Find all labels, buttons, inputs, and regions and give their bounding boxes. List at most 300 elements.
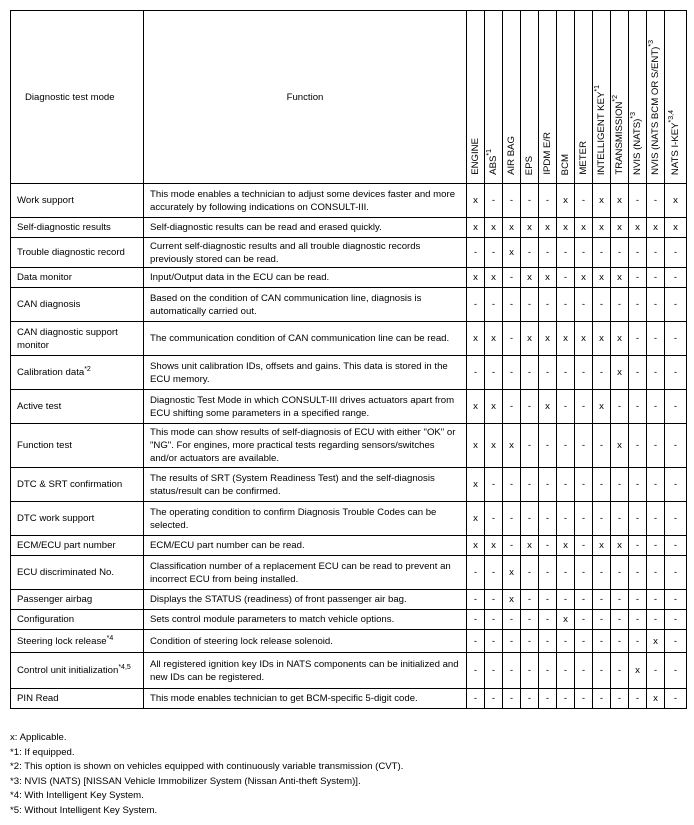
applicability-cell: - [593,689,611,709]
applicability-cell: - [485,288,503,322]
applicability-cell: - [539,238,557,268]
applicability-cell: x [557,610,575,630]
applicability-cell: - [521,653,539,689]
applicability-cell: x [503,218,521,238]
mode-text: ECU discriminated No. [17,567,115,578]
footnote-line: *1: If equipped. [10,746,75,758]
applicability-cell: - [593,630,611,653]
applicability-cell: - [629,610,647,630]
mode-cell [11,268,144,288]
applicability-cell: x [467,502,485,536]
system-column-header [503,11,521,184]
applicability-cell: - [611,556,629,590]
applicability-cell: - [575,238,593,268]
table-row [11,556,687,590]
applicability-cell: - [665,590,687,610]
mode-text: Active test [17,401,62,412]
applicability-cell: - [647,502,665,536]
system-column-label [667,109,682,175]
applicability-cell: x [575,268,593,288]
system-label-text: ENGINE [469,138,481,175]
system-column-header [665,11,687,184]
applicability-cell: - [575,630,593,653]
applicability-cell: - [485,630,503,653]
system-column-header [593,11,611,184]
applicability-cell: x [611,218,629,238]
applicability-cell: - [575,468,593,502]
applicability-cell: x [503,556,521,590]
applicability-cell: - [503,536,521,556]
table-row [11,468,687,502]
applicability-cell: - [611,502,629,536]
applicability-cell: - [575,288,593,322]
applicability-cell: x [611,424,629,468]
footnote-line: *3: NVIS (NATS) [NISSAN Vehicle Immobilizer System (Nissan Anti-theft System)]. [10,775,361,787]
applicability-cell: - [593,288,611,322]
applicability-cell: - [647,468,665,502]
applicability-cell: - [593,468,611,502]
system-column-label [578,141,590,175]
mode-cell [11,630,144,653]
applicability-cell: - [629,630,647,653]
system-column-header [539,11,557,184]
mode-text: DTC & SRT confirmation [17,479,123,490]
applicability-cell: - [557,630,575,653]
applicability-cell: - [593,653,611,689]
mode-text: Trouble diagnostic record [17,247,125,258]
applicability-cell: - [521,468,539,502]
system-column-header [521,11,539,184]
applicability-cell: x [521,268,539,288]
applicability-cell: x [557,536,575,556]
applicability-cell: - [575,356,593,390]
mode-cell [11,556,144,590]
system-column-label [485,149,500,175]
applicability-cell: - [503,610,521,630]
applicability-cell: x [647,218,665,238]
applicability-cell: - [557,468,575,502]
table-row [11,502,687,536]
applicability-cell: - [593,502,611,536]
applicability-cell: - [503,653,521,689]
applicability-cell: - [539,424,557,468]
applicability-cell: x [665,218,687,238]
applicability-cell: - [629,590,647,610]
applicability-cell: - [539,610,557,630]
applicability-cell: - [467,610,485,630]
applicability-cell: - [611,390,629,424]
function-cell: Classification number of a replacement ECU can be read to prevent an incorrect ECU from being installed. [144,556,467,590]
function-cell: This mode enables technician to get BCM-specific 5-digit code. [144,689,467,709]
mode-text: Work support [17,195,74,206]
applicability-cell: - [629,322,647,356]
applicability-cell: x [539,390,557,424]
applicability-cell: x [539,268,557,288]
applicability-cell: - [575,610,593,630]
function-cell: Displays the STATUS (readiness) of front passenger air bag. [144,590,467,610]
applicability-cell: - [665,268,687,288]
applicability-cell: x [647,630,665,653]
applicability-cell: - [611,653,629,689]
applicability-cell: - [521,238,539,268]
applicability-cell: - [647,356,665,390]
applicability-cell: - [665,288,687,322]
applicability-cell: - [539,502,557,536]
table-row [11,653,687,689]
applicability-cell: - [557,689,575,709]
footnote-line: x: Applicable. [10,732,67,743]
applicability-cell: - [665,610,687,630]
applicability-cell: x [467,424,485,468]
applicability-cell: - [503,322,521,356]
system-column-header [629,11,647,184]
applicability-cell: - [539,556,557,590]
applicability-cell: - [647,238,665,268]
function-cell: All registered ignition key IDs in NATS components can be initialized and new IDs can be registered. [144,653,467,689]
function-cell: Shows unit calibration IDs, offsets and gains. This data is stored in the ECU memory. [144,356,467,390]
applicability-cell: - [629,424,647,468]
applicability-cell: - [647,184,665,218]
mode-cell [11,536,144,556]
applicability-cell: x [611,268,629,288]
applicability-cell: - [629,502,647,536]
applicability-cell: - [467,590,485,610]
applicability-cell: - [647,556,665,590]
applicability-cell: - [593,424,611,468]
applicability-cell: - [611,590,629,610]
applicability-cell: x [467,184,485,218]
table-row [11,630,687,653]
system-label-text: EPS [523,155,535,175]
applicability-cell: - [557,288,575,322]
applicability-cell: x [629,218,647,238]
table-row [11,356,687,390]
applicability-cell: - [647,390,665,424]
applicability-cell: - [557,653,575,689]
applicability-cell: - [539,536,557,556]
function-cell: ECM/ECU part number can be read. [144,536,467,556]
applicability-cell: - [665,689,687,709]
applicability-cell: - [557,268,575,288]
applicability-cell: - [485,184,503,218]
applicability-cell: - [629,288,647,322]
applicability-cell: - [575,424,593,468]
system-column-label [647,40,662,175]
diagnostic-mode-table [10,10,687,709]
applicability-cell: - [485,238,503,268]
applicability-cell: - [539,468,557,502]
applicability-cell: - [593,556,611,590]
mode-cell [11,288,144,322]
applicability-cell: x [467,390,485,424]
applicability-cell: - [539,288,557,322]
applicability-cell: x [611,536,629,556]
applicability-cell: x [467,268,485,288]
applicability-cell: x [467,536,485,556]
applicability-cell: x [485,424,503,468]
applicability-cell: - [575,184,593,218]
applicability-cell: x [467,468,485,502]
applicability-cell: x [665,184,687,218]
system-column-header [647,11,665,184]
mode-text: Control unit initialization [17,665,119,676]
system-column-label [611,95,626,175]
applicability-cell: - [521,590,539,610]
applicability-cell: - [503,689,521,709]
mode-cell [11,184,144,218]
applicability-cell: - [521,556,539,590]
applicability-cell: - [611,610,629,630]
applicability-cell: - [629,556,647,590]
applicability-cell: - [485,468,503,502]
applicability-cell: - [593,356,611,390]
table-row [11,322,687,356]
footnote-line: *4: With Intelligent Key System. [10,790,144,802]
system-label-footnote: *1 [593,84,601,92]
applicability-cell: x [539,218,557,238]
system-column-label [593,84,608,175]
applicability-cell: - [665,238,687,268]
applicability-cell: - [575,590,593,610]
applicability-cell: - [521,610,539,630]
function-cell: Current self-diagnostic results and all trouble diagnostic records previously stored can be read. [144,238,467,268]
applicability-cell: x [467,322,485,356]
applicability-cell: - [665,468,687,502]
mode-footnote: *4 [106,634,114,642]
applicability-cell: x [593,322,611,356]
function-cell: This mode can show results of self-diagnosis of ECU with either "OK" or "NG". For engines, more practical tests regarding sensors/switches and/or actuators are available. [144,424,467,468]
applicability-cell: - [539,653,557,689]
applicability-cell: - [629,238,647,268]
function-cell: Self-diagnostic results can be read and erased quickly. [144,218,467,238]
function-cell: Diagnostic Test Mode in which CONSULT-III drives actuators apart from ECU shifting some parameters in a specified range. [144,390,467,424]
system-column-label [542,132,554,175]
system-label-footnote: *3 [629,112,637,119]
applicability-cell: - [557,390,575,424]
applicability-cell: - [503,288,521,322]
function-cell: Sets control module parameters to match vehicle options. [144,610,467,630]
applicability-cell: - [647,288,665,322]
function-column-header: Function [144,11,467,184]
applicability-cell: x [575,322,593,356]
system-label-text: NVIS (NATS BCM OR S/ENT) [649,46,661,175]
applicability-cell: x [575,218,593,238]
applicability-cell: x [611,184,629,218]
mode-cell [11,590,144,610]
footnotes [10,731,403,819]
mode-text: Configuration [17,614,75,625]
applicability-cell: - [503,390,521,424]
applicability-cell: - [593,590,611,610]
mode-text: DTC work support [17,513,95,524]
system-label-text: NVIS (NATS) [631,118,643,175]
mode-cell [11,238,144,268]
mode-text: Data monitor [17,272,72,283]
table-row [11,689,687,709]
system-column-header [485,11,503,184]
table-row [11,610,687,630]
applicability-cell: - [647,322,665,356]
system-column-header [611,11,629,184]
mode-text: PIN Read [17,693,59,704]
applicability-cell: - [503,268,521,288]
applicability-cell: - [665,630,687,653]
function-cell: Based on the condition of CAN communication line, diagnosis is automatically carried out. [144,288,467,322]
mode-cell [11,322,144,356]
function-cell: Condition of steering lock release solenoid. [144,630,467,653]
mode-cell [11,610,144,630]
mode-text: Calibration data [17,367,85,378]
table-row [11,288,687,322]
system-column-label [524,156,536,175]
applicability-cell: x [629,653,647,689]
applicability-cell: x [647,689,665,709]
applicability-cell: x [557,218,575,238]
applicability-cell: - [575,653,593,689]
applicability-cell: x [485,536,503,556]
applicability-cell: - [629,184,647,218]
mode-cell [11,653,144,689]
applicability-cell: - [503,502,521,536]
table-row [11,536,687,556]
applicability-cell: - [467,630,485,653]
applicability-cell: x [521,536,539,556]
applicability-cell: - [629,390,647,424]
mode-footnote: *4,5 [118,663,131,671]
applicability-cell: - [539,590,557,610]
applicability-cell: - [575,502,593,536]
applicability-cell: - [485,610,503,630]
applicability-cell: x [521,218,539,238]
system-label-text: INTELLIGENT KEY [595,91,607,175]
applicability-cell: - [467,356,485,390]
mode-cell [11,424,144,468]
mode-column-header: Diagnostic test mode [11,11,144,184]
applicability-cell: - [521,630,539,653]
function-cell: The results of SRT (System Readiness Test) and the self-diagnosis status/result can be confirmed. [144,468,467,502]
applicability-cell: x [503,238,521,268]
applicability-cell: - [521,689,539,709]
function-cell: Input/Output data in the ECU can be read. [144,268,467,288]
mode-cell [11,356,144,390]
applicability-cell: - [629,536,647,556]
applicability-cell: x [485,322,503,356]
table-row [11,424,687,468]
applicability-cell: - [485,502,503,536]
system-label-text: BCM [559,153,571,175]
applicability-cell: x [503,424,521,468]
applicability-cell: x [593,268,611,288]
system-label-text: AIR BAG [505,136,517,175]
applicability-cell: x [611,322,629,356]
system-label-text: METER [577,141,589,175]
applicability-cell: - [611,238,629,268]
applicability-cell: - [629,268,647,288]
mode-text: ECM/ECU part number [17,540,116,551]
applicability-cell: x [521,322,539,356]
system-label-footnote: *2 [611,95,619,102]
applicability-cell: - [467,556,485,590]
applicability-cell: - [629,468,647,502]
applicability-cell: - [539,356,557,390]
system-column-header [557,11,575,184]
table-row [11,238,687,268]
table-row [11,218,687,238]
function-cell: The operating condition to confirm Diagnosis Trouble Codes can be selected. [144,502,467,536]
applicability-cell: - [503,184,521,218]
mode-footnote: *2 [84,365,91,373]
applicability-cell: - [575,536,593,556]
applicability-cell: - [521,288,539,322]
mode-text: CAN diagnostic support monitor [17,326,118,351]
applicability-cell: - [665,390,687,424]
system-column-label [560,154,572,175]
applicability-cell: x [485,218,503,238]
mode-text: Self-diagnostic results [17,222,111,233]
applicability-cell: x [611,356,629,390]
applicability-cell: - [539,630,557,653]
applicability-cell: - [629,689,647,709]
applicability-cell: x [485,268,503,288]
applicability-cell: - [629,356,647,390]
applicability-cell: - [557,238,575,268]
applicability-cell: - [557,424,575,468]
table-row [11,184,687,218]
applicability-cell: - [521,184,539,218]
applicability-cell: - [467,288,485,322]
applicability-cell: x [593,536,611,556]
mode-cell [11,468,144,502]
applicability-cell: - [467,689,485,709]
applicability-cell: - [593,238,611,268]
applicability-cell: - [557,556,575,590]
applicability-cell: x [467,218,485,238]
system-label-text: IPDM E/R [541,132,553,175]
applicability-cell: - [665,536,687,556]
applicability-cell: - [611,468,629,502]
applicability-cell: - [665,502,687,536]
applicability-cell: - [665,556,687,590]
mode-cell [11,390,144,424]
applicability-cell: - [467,653,485,689]
applicability-cell: - [539,689,557,709]
applicability-cell: - [503,356,521,390]
applicability-cell: - [647,536,665,556]
applicability-cell: x [539,322,557,356]
footnote-line: *2: This option is shown on vehicles equipped with continuously variable transmission (CVT). [10,761,404,773]
footnote-line: *5: Without Intelligent Key System. [10,804,158,816]
system-column-label [506,136,518,175]
function-cell: The communication condition of CAN communication line can be read. [144,322,467,356]
applicability-cell: - [647,653,665,689]
system-label-footnote: *3,4 [667,109,675,123]
applicability-cell: - [647,590,665,610]
system-column-header [467,11,485,184]
applicability-cell: x [593,218,611,238]
applicability-cell: - [575,390,593,424]
table-header-row [11,11,687,184]
applicability-cell: - [611,630,629,653]
applicability-cell: - [485,653,503,689]
system-column-label [629,112,644,175]
table-row [11,590,687,610]
applicability-cell: - [593,610,611,630]
applicability-cell: - [647,424,665,468]
applicability-cell: - [521,390,539,424]
applicability-cell: - [503,468,521,502]
applicability-cell: - [665,322,687,356]
applicability-cell: - [575,689,593,709]
